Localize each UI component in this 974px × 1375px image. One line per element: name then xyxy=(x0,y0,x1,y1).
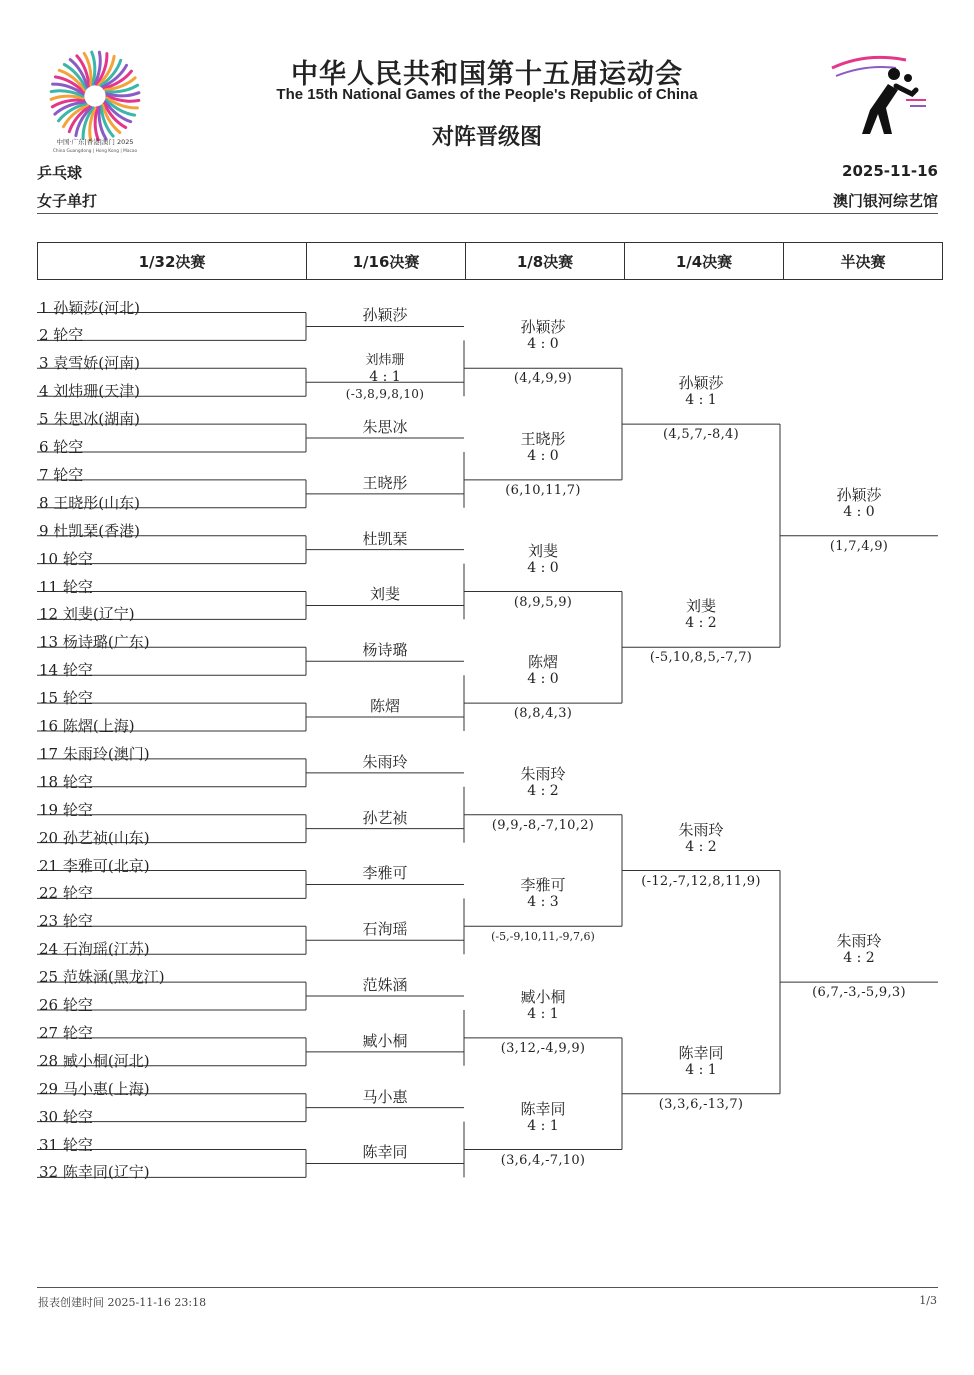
game-scores: (4,5,7,-8,4) xyxy=(662,427,740,443)
bracket-player: 14 轮空 xyxy=(39,661,93,680)
bracket-player: 4 刘炜珊(天津) xyxy=(39,382,141,401)
game-scores: (4,4,9,9) xyxy=(513,371,573,387)
match-score: 4 : 2 xyxy=(843,950,875,967)
game-scores: (-3,8,9,8,10) xyxy=(345,387,425,402)
game-scores: (1,7,4,9) xyxy=(829,538,889,554)
bracket-player: 18 轮空 xyxy=(39,772,93,791)
event-label: 女子单打 xyxy=(37,192,98,210)
round-header-qf: 1/4决赛 xyxy=(625,243,784,280)
bracket-player: 32 陈幸同(辽宁) xyxy=(39,1163,150,1182)
game-scores: (-5,-9,10,11,-9,7,6) xyxy=(491,930,595,944)
bracket-player: 19 轮空 xyxy=(39,800,93,819)
winner-name: 刘斐 xyxy=(527,541,558,560)
date-label: 2025-11-16 xyxy=(842,162,938,180)
bracket-player: 12 刘斐(辽宁) xyxy=(39,605,135,624)
winner-name: 臧小桐 xyxy=(520,987,566,1006)
winner-name: 李雅可 xyxy=(520,876,566,895)
winner-name: 孙艺祯 xyxy=(362,808,408,827)
bracket-player: 22 轮空 xyxy=(39,884,93,903)
winner-name: 石洵瑶 xyxy=(362,920,408,939)
game-scores: (-5,10,8,5,-7,7) xyxy=(649,650,753,666)
winner-name: 王晓彤 xyxy=(362,473,408,492)
bracket-player: 30 轮空 xyxy=(39,1107,93,1126)
winner-name: 李雅可 xyxy=(362,864,408,883)
bracket-player: 3 袁雪娇(河南) xyxy=(39,354,141,373)
bracket-player: 10 轮空 xyxy=(39,549,93,568)
winner-name: 孙颖莎 xyxy=(520,318,566,337)
winner-name: 臧小桐 xyxy=(362,1031,408,1050)
bracket-player: 7 轮空 xyxy=(39,465,84,484)
winner-name: 朱思冰 xyxy=(362,418,408,437)
bracket-player: 1 孙颖莎(河北) xyxy=(39,298,141,317)
bracket-player: 17 朱雨玲(澳门) xyxy=(39,744,150,763)
match-score: 4 : 2 xyxy=(685,615,717,632)
winner-name: 朱雨玲 xyxy=(678,820,724,839)
bracket-player: 23 轮空 xyxy=(39,912,93,931)
match-score: 4 : 1 xyxy=(527,1117,559,1134)
report-created-time: 报表创建时间 2025-11-16 23:18 xyxy=(38,1296,207,1309)
game-scores: (9,9,-8,-7,10,2) xyxy=(491,817,595,833)
game-scores: (8,8,4,3) xyxy=(513,706,573,722)
match-score: 4 : 0 xyxy=(527,336,559,353)
game-scores: (3,3,6,-13,7) xyxy=(658,1096,744,1112)
winner-name: 孙颖莎 xyxy=(836,485,882,504)
winner-name: 刘斐 xyxy=(685,597,716,616)
bracket-player: 11 轮空 xyxy=(39,577,93,596)
bracket-player: 5 朱思冰(湖南) xyxy=(39,410,141,429)
match-score: 4 : 2 xyxy=(685,838,717,855)
game-scores: (8,9,5,9) xyxy=(513,594,573,610)
bracket-player: 27 轮空 xyxy=(39,1023,93,1042)
bracket-player: 25 范姝涵(黑龙江) xyxy=(39,968,165,987)
match-score: 4 : 2 xyxy=(527,782,559,799)
winner-name: 陈幸同 xyxy=(678,1043,724,1062)
game-scores: (3,6,4,-7,10) xyxy=(500,1152,586,1168)
bracket-player: 26 轮空 xyxy=(39,996,93,1014)
winner-name: 范姝涵 xyxy=(362,976,408,995)
winner-name: 孙颖莎 xyxy=(678,374,724,393)
winner-name: 朱雨玲 xyxy=(836,932,882,951)
winner-name: 孙颖莎 xyxy=(362,306,408,325)
round-header-r32: 1/32决赛 xyxy=(38,243,307,280)
winner-name: 王晓彤 xyxy=(520,429,566,448)
bracket-player: 13 杨诗璐(广东) xyxy=(39,633,150,652)
bracket-player: 24 石洵瑶(江苏) xyxy=(39,940,150,959)
winner-name: 陈幸同 xyxy=(362,1143,408,1162)
match-score: 4 : 0 xyxy=(527,559,559,576)
footer-divider xyxy=(37,1287,938,1288)
game-scores: (6,10,11,7) xyxy=(505,482,581,498)
game-scores: (6,7,-3,-5,9,3) xyxy=(812,985,906,1001)
winner-name: 刘斐 xyxy=(369,585,400,604)
match-score: 4 : 1 xyxy=(685,1061,717,1078)
page-number: 1/3 xyxy=(919,1294,937,1307)
bracket-player: 9 杜凯琹(香港) xyxy=(39,521,141,540)
winner-name: 马小惠 xyxy=(362,1087,408,1106)
logo-caption-line2: China Guangdong | Hong Kong | Macao xyxy=(52,149,138,154)
bracket-player: 6 轮空 xyxy=(39,438,84,456)
bracket-player: 16 陈熠(上海) xyxy=(39,717,135,735)
match-score: 4 : 1 xyxy=(685,392,717,409)
match-score: 4 : 0 xyxy=(843,503,875,520)
match-score: 4 : 3 xyxy=(527,894,559,911)
page-title: 中华人民共和国第十五届运动会 xyxy=(291,59,683,90)
match-score: 4 : 0 xyxy=(527,447,559,464)
page-subtitle: 对阵晋级图 xyxy=(431,125,542,150)
bracket-player: 20 孙艺祯(山东) xyxy=(39,828,150,847)
winner-name: 朱雨玲 xyxy=(362,752,408,771)
sport-label: 乒乓球 xyxy=(37,164,83,182)
bracket-player: 15 轮空 xyxy=(39,689,93,708)
bracket-player: 2 轮空 xyxy=(39,326,84,345)
winner-name: 杜凯琹 xyxy=(362,529,408,548)
winner-name: 陈熠 xyxy=(527,653,558,672)
game-scores: (3,12,-4,9,9) xyxy=(500,1040,586,1056)
winner-name: 陈熠 xyxy=(369,697,400,716)
bracket-player: 29 马小惠(上海) xyxy=(39,1079,150,1098)
bracket-player: 21 李雅可(北京) xyxy=(39,856,150,875)
winner-name: 陈幸同 xyxy=(520,1099,566,1118)
venue-label: 澳门银河综艺馆 xyxy=(832,192,938,210)
round-header-sf: 半决赛 xyxy=(784,243,943,280)
round-header-r16: 1/16决赛 xyxy=(307,243,466,280)
bracket-player: 8 王晓彤(山东) xyxy=(39,493,141,512)
winner-name: 朱雨玲 xyxy=(520,764,566,783)
logo-caption-line1: 中国·广东|香港|澳门 2025 xyxy=(56,138,134,146)
winner-name: 杨诗璐 xyxy=(362,641,408,660)
game-scores: (-12,-7,12,8,11,9) xyxy=(641,873,761,889)
round-header-r8: 1/8决赛 xyxy=(466,243,625,280)
match-score: 4 : 0 xyxy=(527,671,559,688)
match-score: 4 : 1 xyxy=(369,369,401,386)
bracket-player: 31 轮空 xyxy=(39,1135,93,1154)
winner-name: 刘炜珊 xyxy=(365,353,405,369)
bracket-player: 28 臧小桐(河北) xyxy=(39,1051,150,1070)
page-title-en: The 15th National Games of the People's Republic of China xyxy=(276,86,698,103)
match-score: 4 : 1 xyxy=(527,1005,559,1022)
